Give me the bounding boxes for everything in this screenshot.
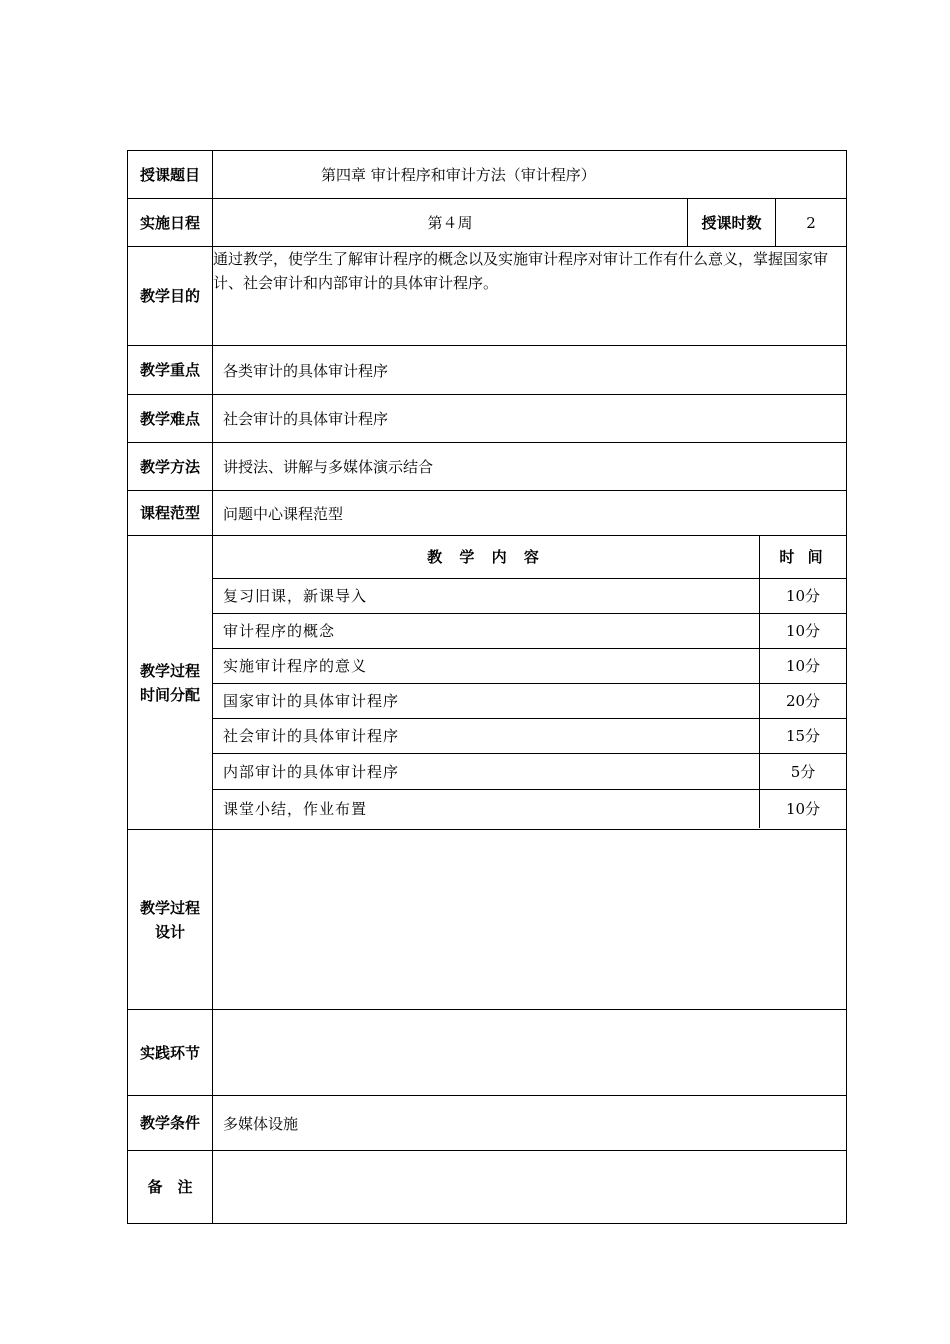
time-allocation-table bbox=[213, 536, 846, 828]
lesson-plan-form bbox=[127, 150, 846, 1224]
hours-label: 授课时数 bbox=[688, 199, 776, 247]
conditions-value: 多媒体设施 bbox=[213, 1096, 847, 1151]
design-value bbox=[213, 830, 847, 1010]
design-label-line2: 设计 bbox=[154, 922, 185, 941]
method-label: 教学方法 bbox=[128, 443, 213, 491]
paradigm-value: 问题中心课程范型 bbox=[213, 491, 847, 536]
practice-value bbox=[213, 1010, 847, 1096]
design-label bbox=[128, 830, 213, 1010]
content-item: 复习旧课，新课导入 bbox=[213, 578, 760, 613]
content-item: 课堂小结，作业布置 bbox=[223, 800, 368, 819]
content-header: 教 学 内 容 bbox=[213, 536, 760, 578]
lesson-plan-table bbox=[127, 150, 847, 1224]
time-allocation-label bbox=[128, 536, 213, 830]
paradigm-label: 课程范型 bbox=[128, 491, 213, 536]
hours-value: 2 bbox=[776, 199, 847, 247]
content-item: 审计程序的概念 bbox=[213, 613, 760, 648]
remarks-value bbox=[213, 1151, 847, 1224]
time-allocation-cell bbox=[213, 536, 847, 830]
goal-value: 通过教学，使学生了解审计程序的概念以及实施审计程序对审计工作有什么意义，掌握国家审计、社会审计和内部审计的具体审计程序。 bbox=[213, 247, 847, 346]
content-item: 社会审计的具体审计程序 bbox=[213, 718, 760, 753]
topic-label: 授课题目 bbox=[128, 151, 213, 199]
design-label-line1: 教学过程 bbox=[139, 898, 200, 917]
method-value: 讲授法、讲解与多媒体演示结合 bbox=[213, 443, 847, 491]
conditions-label: 教学条件 bbox=[128, 1096, 213, 1151]
difficulty-value: 社会审计的具体审计程序 bbox=[213, 395, 847, 443]
time-header: 时 间 bbox=[760, 536, 847, 578]
difficulty-label: 教学难点 bbox=[128, 395, 213, 443]
content-item: 内部审计的具体审计程序 bbox=[213, 753, 760, 789]
time-item: 10分 bbox=[760, 578, 847, 613]
topic-value: 第四章 审计程序和审计方法（审计程序） bbox=[213, 151, 847, 199]
goal-label: 教学目的 bbox=[128, 247, 213, 346]
time-item: 10分 bbox=[760, 789, 847, 828]
time-item: 10分 bbox=[760, 613, 847, 648]
time-allocation-label-line2: 时间分配 bbox=[139, 685, 200, 704]
schedule-value: 第４周 bbox=[213, 199, 688, 247]
schedule-label: 实施日程 bbox=[128, 199, 213, 247]
content-item: 实施审计程序的意义 bbox=[213, 648, 760, 683]
remarks-label: 备 注 bbox=[128, 1151, 213, 1224]
practice-label: 实践环节 bbox=[128, 1010, 213, 1096]
time-item: 15分 bbox=[760, 718, 847, 753]
content-item: 国家审计的具体审计程序 bbox=[213, 683, 760, 718]
time-allocation-label-line1: 教学过程 bbox=[139, 661, 200, 680]
time-item: 20分 bbox=[760, 683, 847, 718]
time-item: 10分 bbox=[760, 648, 847, 683]
key-point-value: 各类审计的具体审计程序 bbox=[213, 346, 847, 395]
key-point-label: 教学重点 bbox=[128, 346, 213, 395]
time-item: 5分 bbox=[760, 753, 847, 789]
